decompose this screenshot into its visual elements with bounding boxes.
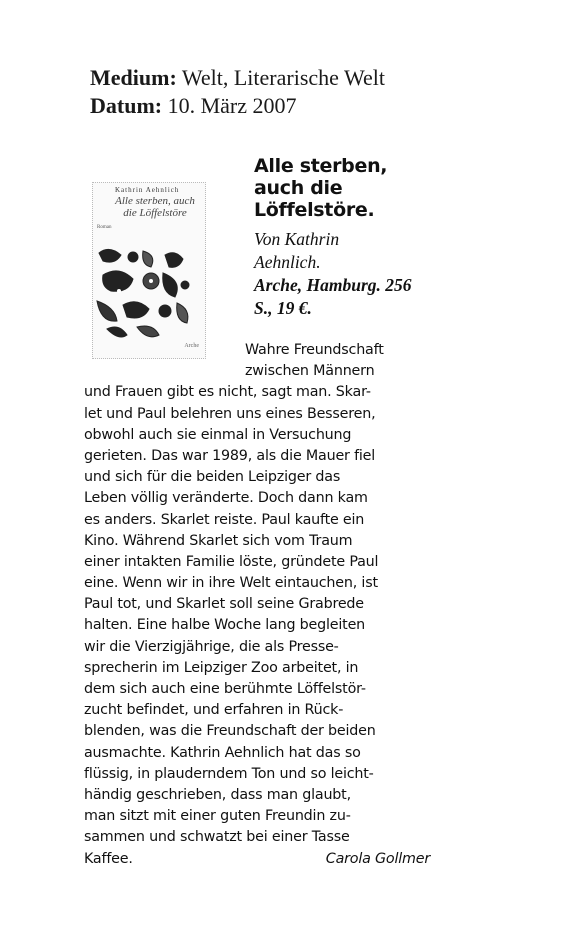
body-line: Paul tot, und Skarlet soll seine Grabrede [84, 596, 364, 613]
body-line: gerieten. Das war 1989, als die Mauer fiel [84, 447, 376, 464]
cover-publisher: Arche [184, 343, 199, 349]
body-line: sammen und schwatzt bei einer Tasse [84, 829, 350, 846]
book-cover-image [92, 182, 206, 359]
medium-row [90, 64, 385, 92]
body-line: zwischen Männern [245, 363, 375, 380]
medium-value: Welt, Literarische Welt [181, 65, 386, 90]
cover-author: Kathrin Aehnlich [115, 186, 180, 194]
body-line: Wahre Freundschaft [245, 342, 384, 358]
cover-subtitle: Roman [97, 225, 112, 230]
body-line: blenden, was die Freundschaft der beiden [84, 723, 376, 740]
body-line: Leben völlig veränderte. Doch dann kam [84, 490, 368, 507]
date-row [90, 92, 385, 120]
cover-illustration [93, 245, 205, 345]
medium-label: Medium: [90, 65, 177, 90]
byline-price-line: S., 19 €. [254, 298, 312, 318]
reviewer-name: Carola Gollmer [325, 850, 430, 867]
body-line: Kaffee. [84, 850, 133, 867]
review-headline [254, 155, 454, 221]
book-byline [254, 228, 444, 320]
date-value: 10. März 2007 [167, 93, 297, 118]
body-line: sprecherin im Leipziger Zoo arbeitet, in [84, 659, 359, 676]
review-body [84, 340, 434, 870]
body-last-line [84, 849, 434, 870]
body-line: let und Paul belehren uns eines Besseren, [84, 405, 376, 422]
body-line: händig geschrieben, dass man glaubt, [84, 786, 351, 803]
headline-line: Alle sterben, [254, 155, 388, 177]
byline-publisher-line: Arche, Hamburg. 256 [254, 275, 412, 295]
byline-author-line: Von Kathrin [254, 229, 340, 249]
body-line: obwohl auch sie einmal in Versuchung [84, 426, 352, 443]
source-metadata [90, 64, 385, 120]
body-line: einer intakten Familie löste, gründete Paul [84, 553, 379, 570]
cover-title-line2: die Löffelstöre [123, 207, 187, 219]
body-line: wir die Vierzigjährige, die als Presse- [84, 638, 339, 655]
body-line: und sich für die beiden Leipziger das [84, 469, 341, 486]
byline-author-line: Aehnlich. [254, 252, 321, 272]
body-line: flüssig, in plauderndem Ton und so leicht- [84, 765, 374, 782]
body-line: es anders. Skarlet reiste. Paul kaufte ein [84, 511, 365, 528]
body-line: halten. Eine halbe Woche lang begleiten [84, 617, 366, 634]
cover-title [107, 195, 203, 219]
headline-line: Löffelstöre. [254, 199, 375, 221]
body-line: dem sich auch eine berühmte Löffelstör- [84, 681, 366, 697]
body-line: Kino. Während Skarlet sich vom Traum [84, 532, 353, 549]
body-line: ausmachte. Kathrin Aehnlich hat das so [84, 744, 361, 761]
body-line: und Frauen gibt es nicht, sagt man. Skar- [84, 384, 371, 401]
cover-title-line1: Alle sterben, auch [115, 195, 195, 207]
body-line: man sitzt mit einer guten Freundin zu- [84, 808, 351, 825]
date-label: Datum: [90, 93, 163, 118]
headline-line: auch die [254, 177, 343, 199]
body-line: zucht befindet, und erfahren in Rück- [84, 702, 344, 719]
body-line: eine. Wenn wir in ihre Welt eintauchen, ist [84, 575, 378, 592]
